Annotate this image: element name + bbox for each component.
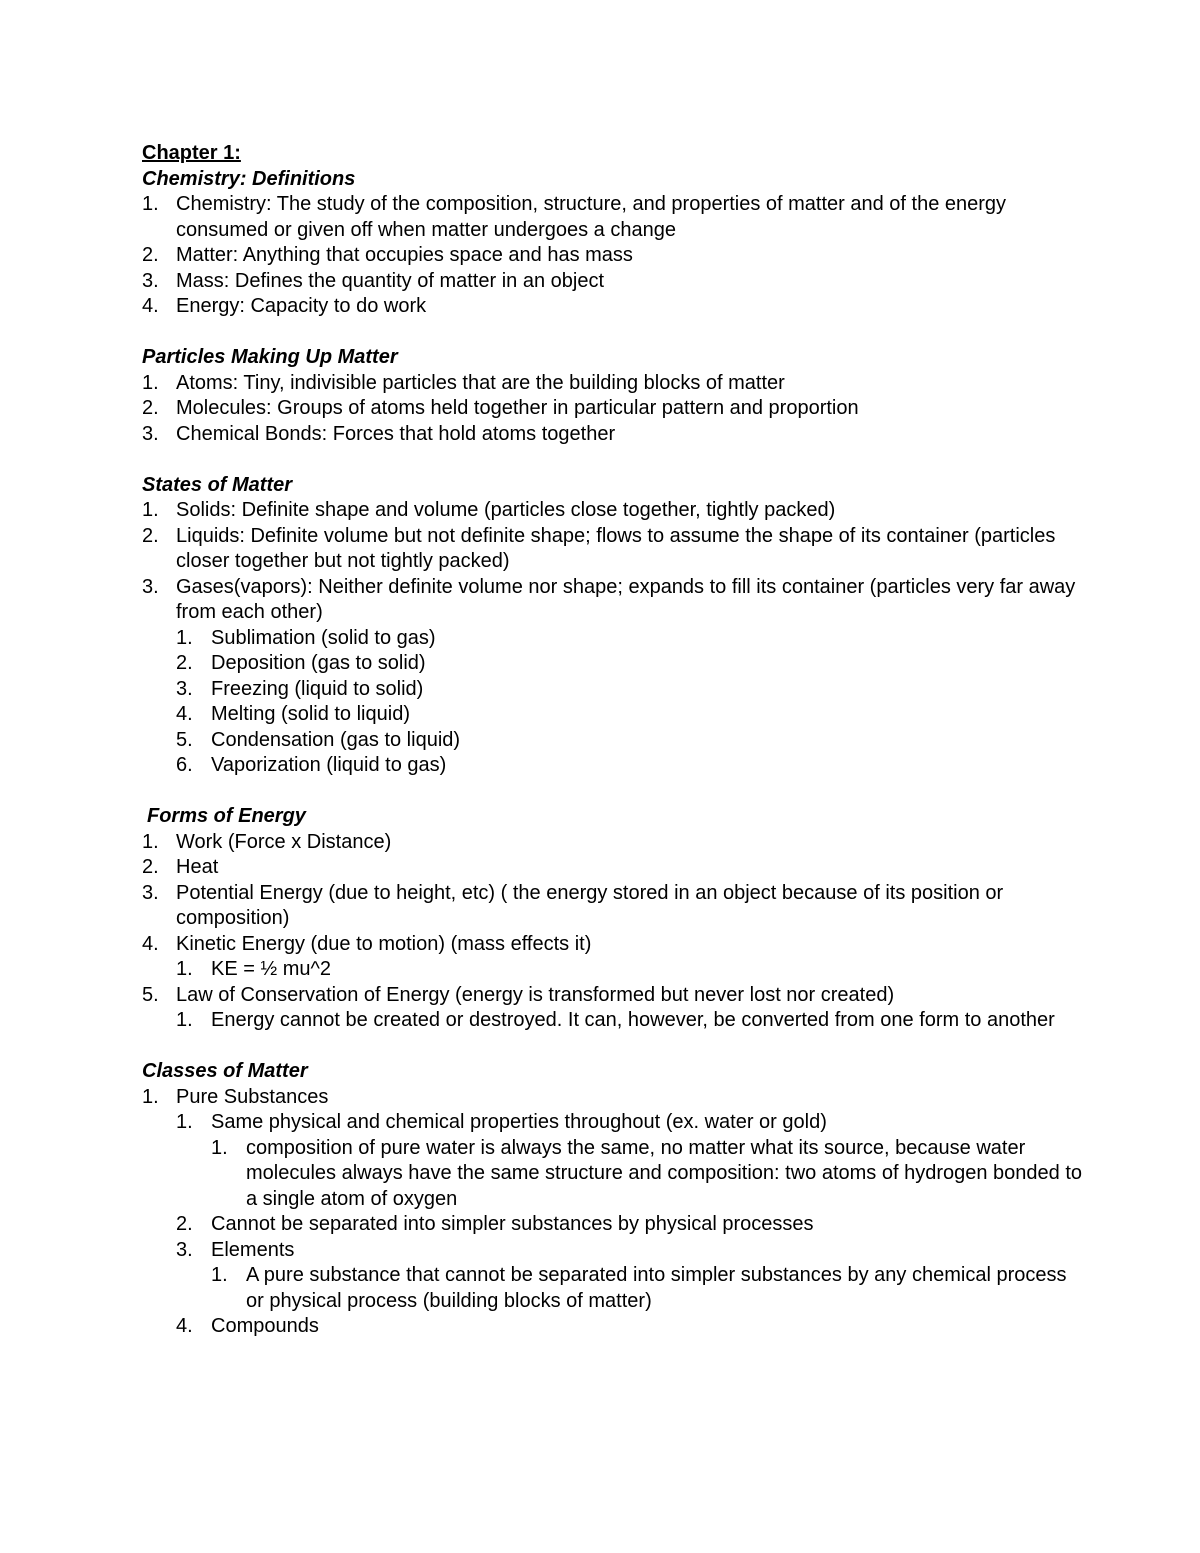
list-item: 2. Molecules: Groups of atoms held together in particular pattern and proportion — [142, 396, 1082, 422]
list-item: 1. A pure substance that cannot be separated into simpler substances by any chemical process or physical process (building blocks of matter) — [211, 1264, 1067, 1312]
list-number: 3. — [142, 881, 159, 904]
list-number: 4. — [176, 703, 193, 725]
list-number: 3. — [142, 269, 159, 292]
section-title: Particles Making Up Matter — [142, 346, 398, 368]
list-number: 1. — [142, 499, 159, 521]
list-item: 1. Sublimation (solid to gas) — [176, 626, 1082, 652]
section-title: Forms of Energy — [147, 805, 306, 827]
list-number: 1. — [142, 1085, 159, 1108]
list-number: 5. — [142, 983, 159, 1006]
list-item: 6. Vaporization (liquid to gas) — [176, 753, 1082, 779]
section-forms-of-energy — [142, 804, 1082, 1034]
list-item: 3. Gases(vapors): Neither definite volume nor shape; expands to fill its container (particles very far away from each other) 1. Sublimation (solid to gas) 2. Deposition (gas to solid) 3. Freezing (liquid to solid) 4. Melting (solid to liquid) 5. Condensation (gas to liquid) 6. Vaporization (liquid to gas) — [142, 575, 1082, 779]
elements-sublist — [211, 1263, 1082, 1314]
list-number: 4. — [176, 1315, 193, 1337]
list-item: 1. Energy cannot be created or destroyed. It can, however, be converted from one form to another — [176, 1008, 1082, 1034]
list-item: 3. Freezing (liquid to solid) — [176, 677, 1082, 703]
list-item: 4. Energy: Capacity to do work — [142, 294, 1082, 320]
document-page — [142, 141, 1082, 1365]
list-number: 2. — [142, 524, 159, 547]
list-item: 4. Melting (solid to liquid) — [176, 702, 1082, 728]
pure-substances-sublist — [176, 1110, 1082, 1340]
section-title: States of Matter — [142, 473, 293, 496]
phase-change-list — [176, 626, 1082, 779]
list-number: 1. — [211, 1264, 228, 1286]
water-sublist — [211, 1136, 1082, 1213]
energy-list — [142, 830, 1082, 1034]
list-number: 3. — [142, 422, 159, 445]
list-item: 4. Kinetic Energy (due to motion) (mass effects it) 1. KE = ½ mu^2 — [142, 932, 1082, 983]
list-number: 2. — [142, 397, 159, 419]
list-item: 1. KE = ½ mu^2 — [176, 957, 1082, 983]
definitions-list — [142, 192, 1082, 320]
list-item: 2. Deposition (gas to solid) — [176, 651, 1082, 677]
classes-list — [142, 1085, 1082, 1340]
list-item: 1. Work (Force x Distance) — [142, 830, 1082, 856]
list-number: 2. — [176, 1213, 193, 1235]
list-item: 1. Pure Substances 1. Same physical and chemical properties throughout (ex. water or gold) 1. composition of pure water is always the same, no matter what its source, because water molecules always have the same structure and composition: two atoms of hydrogen bonded to a single atom of oxygen 2. Cannot be separated into simpler substances by physical processes 3. Elements 1. A pure substance that cannot be separated into simpler substances by any chemical process or physical process (building blocks of matter) 4. Compounds — [142, 1085, 1082, 1340]
list-number: 4. — [142, 295, 159, 317]
list-number: 3. — [142, 575, 159, 598]
list-item: 3. Mass: Defines the quantity of matter in an object — [142, 269, 1082, 295]
list-item: 3. Potential Energy (due to height, etc) ( the energy stored in an object because of its position or composition) — [142, 881, 1004, 929]
list-number: 3. — [176, 677, 193, 700]
list-item: 1. Atoms: Tiny, indivisible particles that are the building blocks of matter — [142, 371, 1082, 397]
section-classes-of-matter — [142, 1059, 1082, 1340]
states-list — [142, 498, 1082, 779]
list-item: 2. Matter: Anything that occupies space and has mass — [142, 243, 1082, 269]
list-item: 5. Condensation (gas to liquid) — [176, 728, 1082, 754]
section-states-of-matter — [142, 473, 1082, 779]
list-item: 2. Liquids: Definite volume but not definite shape; flows to assume the shape of its container (particles closer together but not tightly packed) — [142, 524, 1056, 572]
list-item: 1. composition of pure water is always the same, no matter what its source, because water molecules always have the same structure and composition: two atoms of hydrogen bonded to a single atom of oxygen — [211, 1136, 1083, 1210]
section-particles-making-up-matter — [142, 345, 1082, 447]
section-title: Chemistry: Definitions — [142, 167, 356, 190]
list-item: 3. Elements 1. A pure substance that cannot be separated into simpler substances by any chemical process or physical process (building blocks of matter) — [176, 1238, 1082, 1315]
list-number: 1. — [142, 371, 159, 394]
list-number: 1. — [142, 193, 159, 215]
list-item: 2. Heat — [142, 855, 1082, 881]
kinetic-sublist — [176, 957, 1082, 983]
list-item: 1. Same physical and chemical properties throughout (ex. water or gold) 1. composition of pure water is always the same, no matter what its source, because water molecules always have the same structure and composition: two atoms of hydrogen bonded to a single atom of oxygen — [176, 1110, 1082, 1212]
list-number: 5. — [176, 728, 193, 751]
conservation-sublist — [176, 1008, 1082, 1034]
list-item: 4. Compounds — [176, 1314, 1082, 1340]
list-item: 2. Cannot be separated into simpler substances by physical processes — [176, 1212, 1082, 1238]
list-number: 1. — [142, 830, 159, 853]
list-number: 1. — [176, 1009, 193, 1031]
list-number: 3. — [176, 1238, 193, 1261]
list-number: 4. — [142, 932, 159, 955]
chapter-title: Chapter 1: — [142, 142, 241, 164]
list-item: 5. Law of Conservation of Energy (energy is transformed but never lost nor created) 1. Energy cannot be created or destroyed. It can, however, be converted from one form to another — [142, 983, 1082, 1034]
list-number: 6. — [176, 754, 193, 776]
list-number: 1. — [176, 958, 193, 980]
list-number: 1. — [176, 626, 193, 649]
list-number: 2. — [142, 244, 159, 266]
list-item: 3. Chemical Bonds: Forces that hold atoms together — [142, 422, 1082, 448]
list-number: 2. — [142, 856, 159, 878]
list-number: 2. — [176, 652, 193, 674]
list-item: 1. Solids: Definite shape and volume (particles close together, tightly packed) — [142, 498, 1082, 524]
list-item: 1. Chemistry: The study of the composition, structure, and properties of matter and of the energy consumed or given off when matter undergoes a change — [142, 193, 1007, 241]
particles-list — [142, 371, 1082, 448]
section-title: Classes of Matter — [142, 1060, 308, 1082]
section-chemistry-definitions — [142, 167, 1082, 320]
list-number: 1. — [176, 1111, 193, 1133]
list-number: 1. — [211, 1136, 228, 1159]
